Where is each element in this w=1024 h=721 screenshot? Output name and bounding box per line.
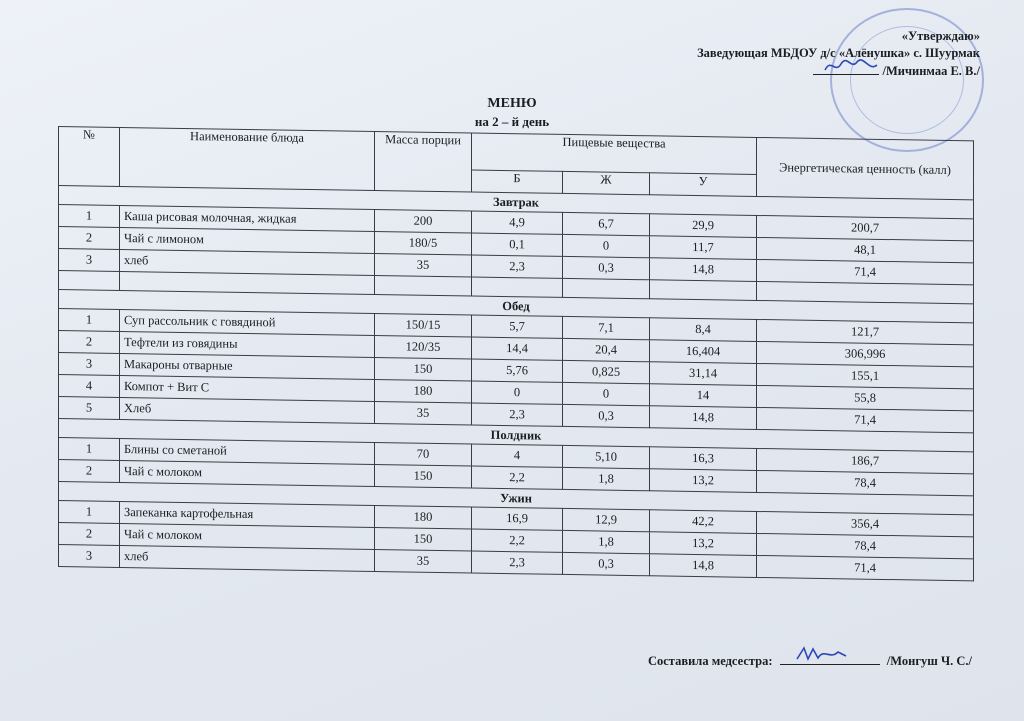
cell-mass: 180	[375, 379, 472, 403]
menu-body	[59, 186, 974, 581]
page-subtitle: на 2 – й день	[474, 114, 550, 129]
cell-u: 42,2	[650, 510, 757, 534]
header-u: У	[650, 173, 757, 197]
cell-mass: 150	[375, 527, 472, 551]
section-title: Обед	[59, 290, 974, 323]
cell-u: 14,8	[650, 554, 757, 578]
cell-energy: 121,7	[757, 319, 974, 344]
section-title: Завтрак	[59, 186, 974, 219]
cell-mass: 150/15	[375, 313, 472, 337]
cell-zh: 0,3	[563, 256, 650, 279]
header-num: №	[59, 127, 120, 187]
cell-b: 2,3	[472, 551, 563, 574]
cell-energy: 71,4	[757, 259, 974, 284]
section-title: Полдник	[59, 419, 974, 452]
cell-zh: 0,825	[563, 360, 650, 383]
cell-u: 11,7	[650, 236, 757, 260]
cell-u: 13,2	[650, 469, 757, 493]
header-nutrients: Пищевые вещества	[472, 133, 757, 174]
cell-zh: 0	[563, 382, 650, 405]
cell-name: Компот + Вит С	[120, 375, 375, 401]
cell-zh: 1,8	[563, 530, 650, 553]
cell-u: 31,14	[650, 362, 757, 386]
cell-b: 5,76	[472, 359, 563, 382]
footer-signature-line	[780, 652, 880, 665]
cell-energy: 356,4	[757, 511, 974, 536]
cell-b: 0,1	[472, 233, 563, 256]
cell-num: 3	[59, 353, 120, 376]
cell-num: 1	[59, 501, 120, 524]
cell-name: Каша рисовая молочная, жидкая	[120, 205, 375, 231]
cell-zh: 0	[563, 234, 650, 257]
cell-name: Суп рассольник с говядиной	[120, 309, 375, 335]
footer-name: /Монгуш Ч. С./	[886, 654, 972, 668]
cell-zh: 7,1	[563, 316, 650, 339]
cell-u: 14,8	[650, 406, 757, 430]
cell-b: 4	[472, 444, 563, 467]
cell-zh: 6,7	[563, 212, 650, 235]
cell-mass: 180/5	[375, 231, 472, 255]
header-b: Б	[472, 170, 563, 193]
cell-num: 5	[59, 397, 120, 420]
approval-line-1: «Утверждаю»	[901, 29, 980, 43]
cell-mass: 150	[375, 357, 472, 381]
cell-mass: 70	[375, 442, 472, 466]
header-mass: Масса порции	[375, 131, 472, 192]
cell-mass: 180	[375, 505, 472, 529]
cell-num: 2	[59, 460, 120, 483]
header-zh: Ж	[563, 171, 650, 194]
cell-mass: 200	[375, 209, 472, 233]
cell-num: 1	[59, 205, 120, 228]
header-name: Наименование блюда	[120, 127, 375, 190]
cell-mass: 35	[375, 401, 472, 425]
page-title: МЕНЮ	[487, 96, 537, 111]
cell-energy: 186,7	[757, 448, 974, 473]
cell-zh: 0,3	[563, 404, 650, 427]
cell-num: 4	[59, 375, 120, 398]
cell-num: 2	[59, 331, 120, 354]
cell-b: 16,9	[472, 507, 563, 530]
cell-num: 1	[59, 309, 120, 332]
menu-table	[58, 126, 974, 581]
cell-mass: 150	[375, 464, 472, 488]
cell-zh: 1,8	[563, 467, 650, 490]
cell-name: Блины со сметаной	[120, 438, 375, 464]
cell-energy: 48,1	[757, 237, 974, 262]
cell-empty	[563, 278, 650, 298]
cell-u: 8,4	[650, 318, 757, 342]
cell-b: 4,9	[472, 211, 563, 234]
cell-b: 2,2	[472, 466, 563, 489]
approval-signature-line	[813, 62, 879, 75]
cell-u: 29,9	[650, 214, 757, 238]
section-title: Ужин	[59, 482, 974, 515]
cell-u: 16,3	[650, 447, 757, 471]
cell-b: 5,7	[472, 315, 563, 338]
cell-b: 2,2	[472, 529, 563, 552]
cell-energy: 200,7	[757, 215, 974, 240]
cell-energy: 306,996	[757, 341, 974, 366]
footer-signature	[794, 644, 850, 664]
cell-name: Хлеб	[120, 397, 375, 423]
cell-empty	[472, 277, 563, 297]
cell-name: хлеб	[120, 545, 375, 571]
cell-energy: 71,4	[757, 407, 974, 432]
cell-empty	[59, 271, 120, 291]
footer	[648, 652, 972, 669]
cell-num: 3	[59, 545, 120, 568]
cell-u: 14	[650, 384, 757, 408]
approval-name: /Мичинмаа Е. В./	[882, 64, 980, 78]
approval-line-3	[697, 62, 980, 80]
cell-b: 0	[472, 381, 563, 404]
cell-name: Чай с молоком	[120, 460, 375, 486]
cell-b: 2,3	[472, 403, 563, 426]
cell-mass: 35	[375, 549, 472, 573]
approval-line-2: Заведующая МБДОУ д/с «Алёнушка» с. Шуурмак	[697, 46, 980, 60]
cell-name: Макароны отварные	[120, 353, 375, 379]
cell-energy: 155,1	[757, 363, 974, 388]
cell-b: 2,3	[472, 255, 563, 278]
cell-b: 14,4	[472, 337, 563, 360]
cell-energy: 78,4	[757, 470, 974, 495]
cell-energy: 78,4	[757, 533, 974, 558]
cell-u: 16,404	[650, 340, 757, 364]
cell-empty	[375, 275, 472, 296]
cell-u: 13,2	[650, 532, 757, 556]
header-energy: Энергетическая ценность (калл)	[757, 137, 974, 199]
cell-num: 2	[59, 227, 120, 250]
approval-block	[697, 28, 980, 80]
cell-zh: 5,10	[563, 445, 650, 468]
cell-num: 1	[59, 438, 120, 461]
title-block	[0, 96, 1024, 130]
cell-energy: 71,4	[757, 555, 974, 580]
cell-zh: 20,4	[563, 338, 650, 361]
cell-mass: 35	[375, 253, 472, 277]
cell-mass: 120/35	[375, 335, 472, 359]
cell-zh: 12,9	[563, 508, 650, 531]
cell-name: хлеб	[120, 249, 375, 275]
cell-zh: 0,3	[563, 552, 650, 575]
cell-name: Чай с лимоном	[120, 227, 375, 253]
cell-name: Чай с молоком	[120, 523, 375, 549]
cell-energy: 55,8	[757, 385, 974, 410]
cell-empty	[650, 280, 757, 301]
cell-u: 14,8	[650, 258, 757, 282]
cell-num: 3	[59, 249, 120, 272]
cell-name: Запеканка картофельная	[120, 501, 375, 527]
approval-signature	[821, 56, 881, 76]
footer-label: Составила медсестра:	[647, 654, 773, 668]
cell-num: 2	[59, 523, 120, 546]
cell-name: Тефтели из говядины	[120, 331, 375, 357]
